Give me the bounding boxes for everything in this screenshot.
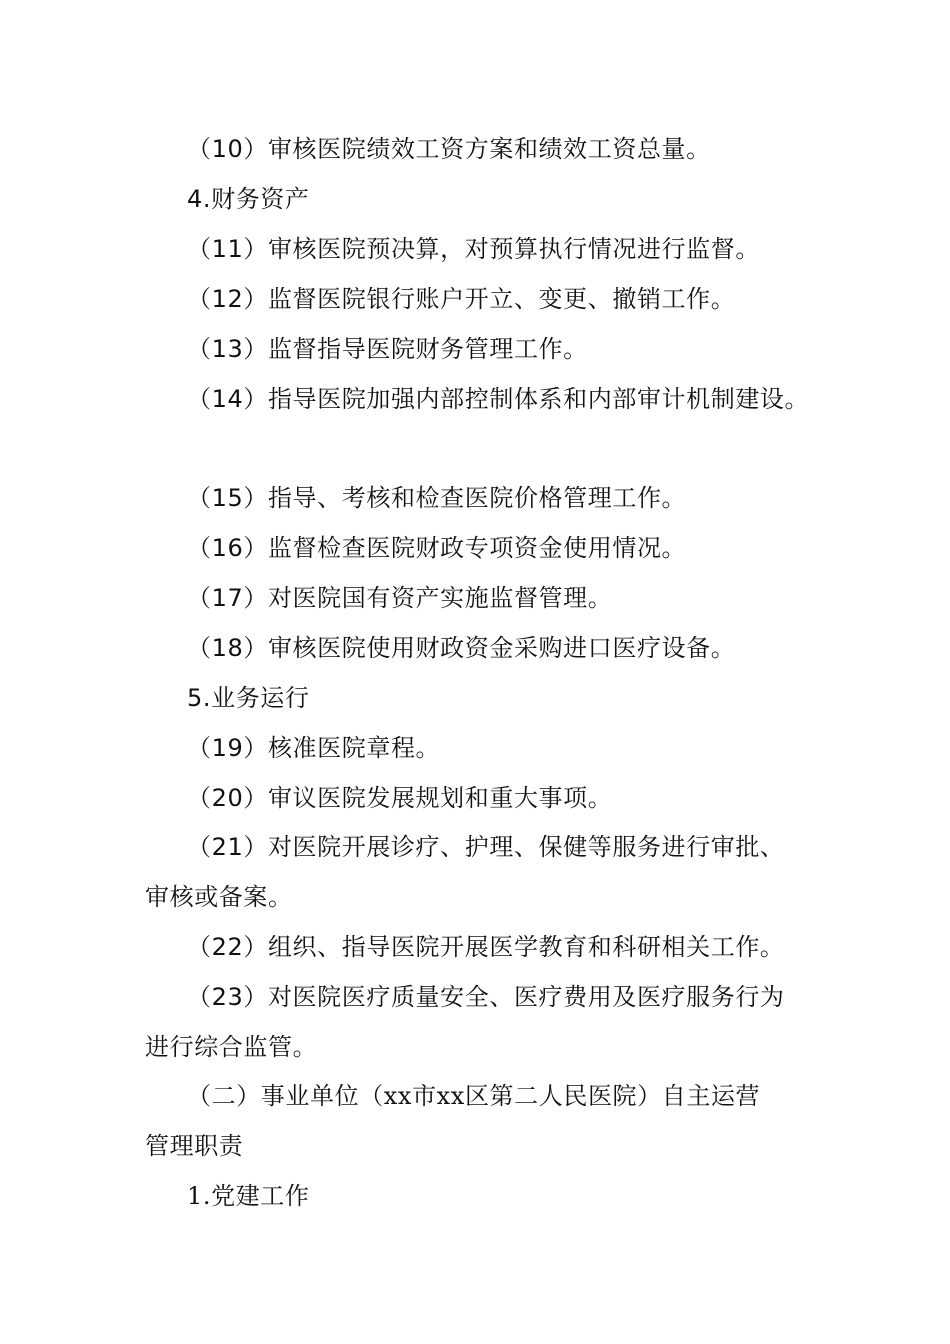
- clause-17: （17）对医院国有资产实施监督管理。: [187, 584, 613, 612]
- clause-23-line-2: 进行综合监管。: [145, 1033, 318, 1061]
- clause-18: （18）审核医院使用财政资金采购进口医疗设备。: [187, 634, 736, 662]
- clause-23-line-1: （23）对医院医疗质量安全、医疗费用及医疗服务行为: [187, 983, 785, 1011]
- subsection-heading-line-2: 管理职责: [145, 1132, 244, 1160]
- clause-22: （22）组织、指导医院开展医学教育和科研相关工作。: [187, 933, 785, 961]
- clause-21-line-2: 审核或备案。: [145, 883, 293, 911]
- clause-16: （16）监督检查医院财政专项资金使用情况。: [187, 534, 687, 562]
- clause-20: （20）审议医院发展规划和重大事项。: [187, 784, 613, 812]
- section-heading-business-operations: 5.业务运行: [187, 684, 310, 712]
- clause-15: （15）指导、考核和检查医院价格管理工作。: [187, 484, 687, 512]
- clause-21-line-1: （21）对医院开展诊疗、护理、保健等服务进行审批、: [187, 833, 785, 861]
- clause-13: （13）监督指导医院财务管理工作。: [187, 335, 588, 363]
- section-heading-party-building: 1.党建工作: [187, 1182, 310, 1210]
- clause-12: （12）监督医院银行账户开立、变更、撤销工作。: [187, 285, 736, 313]
- clause-14: （14）指导医院加强内部控制体系和内部审计机制建设。: [187, 385, 810, 413]
- clause-10: （10）审核医院绩效工资方案和绩效工资总量。: [187, 135, 711, 163]
- clause-19: （19）核准医院章程。: [187, 734, 441, 762]
- subsection-heading-line-1: （二）事业单位（xx市xx区第二人民医院）自主运营: [187, 1082, 761, 1110]
- clause-11: （11）审核医院预决算，对预算执行情况进行监督。: [187, 235, 760, 263]
- section-heading-finance-assets: 4.财务资产: [187, 185, 310, 213]
